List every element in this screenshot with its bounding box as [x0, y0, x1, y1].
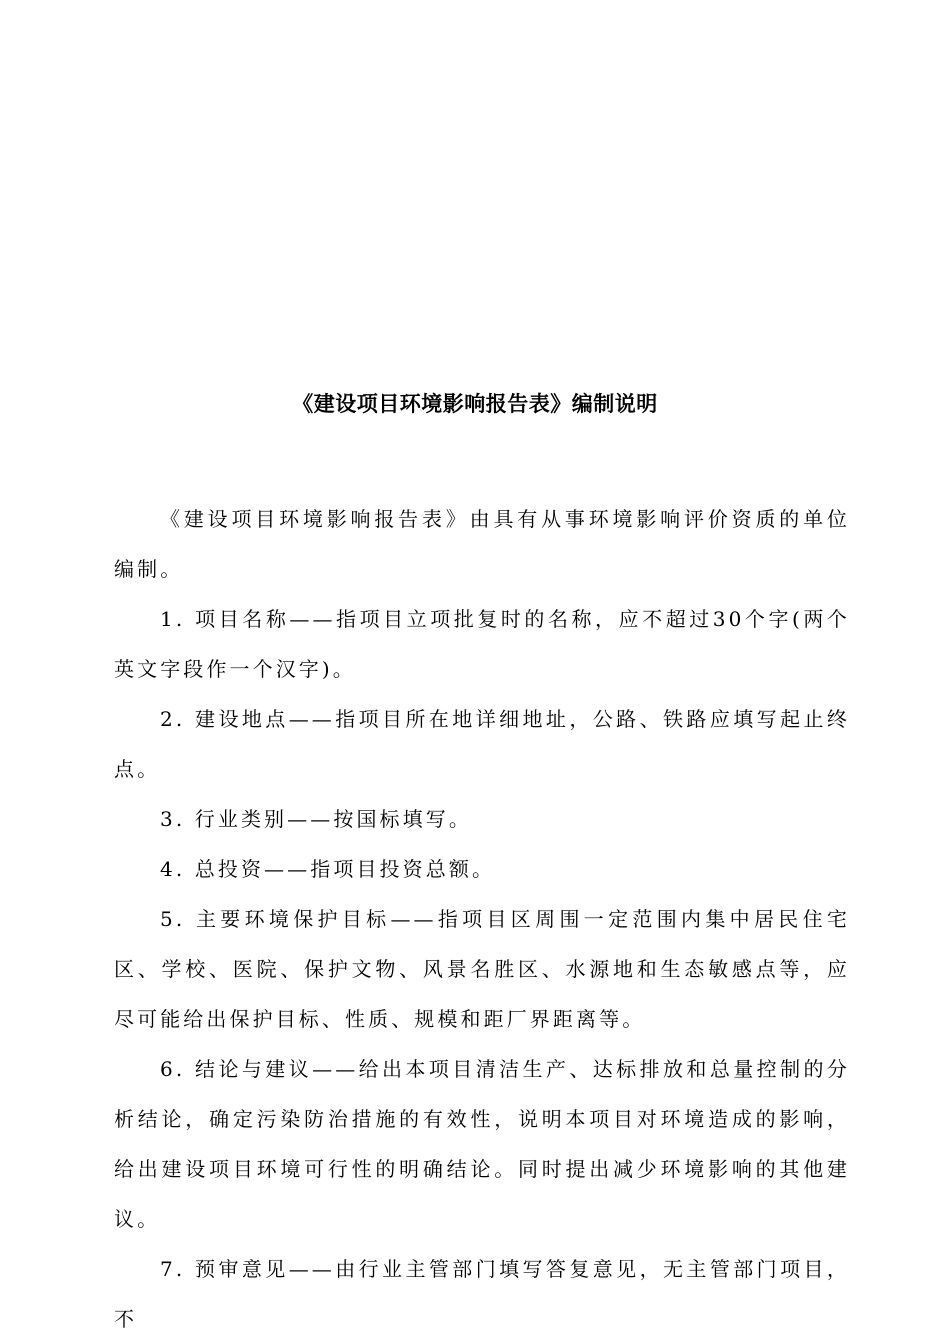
- paragraph-item-1: 1. 项目名称——指项目立项批复时的名称，应不超过30个字(两个英文字段作一个汉字)。: [114, 607, 850, 681]
- paragraph-intro: 《建设项目环境影响报告表》由具有从事环境影响评价资质的单位编制。: [114, 507, 850, 581]
- document-title: 《建设项目环境影响报告表》编制说明: [292, 392, 658, 416]
- paragraph-item-3: 3. 行业类别——按国标填写。: [160, 807, 472, 831]
- paragraph-item-4: 4. 总投资——指项目投资总额。: [160, 857, 496, 881]
- paragraph-item-5: 5. 主要环境保护目标——指项目区周围一定范围内集中居民住宅区、学校、医院、保护文物、风景名胜区、水源地和生态敏感点等，应尽可能给出保护目标、性质、规模和距厂界距离等。: [114, 907, 850, 1031]
- paragraph-item-2: 2. 建设地点——指项目所在地详细地址，公路、铁路应填写起止终点。: [114, 707, 850, 781]
- document-body: [114, 494, 850, 1344]
- paragraph-item-6: 6. 结论与建议——给出本项目清洁生产、达标排放和总量控制的分析结论，确定污染防治措施的有效性，说明本项目对环境造成的影响，给出建设项目环境可行性的明确结论。同时提出减少环境影响的其他建议。: [114, 1057, 850, 1231]
- paragraph-item-7: 7. 预审意见——由行业主管部门填写答复意见，无主管部门项目，不: [114, 1257, 850, 1331]
